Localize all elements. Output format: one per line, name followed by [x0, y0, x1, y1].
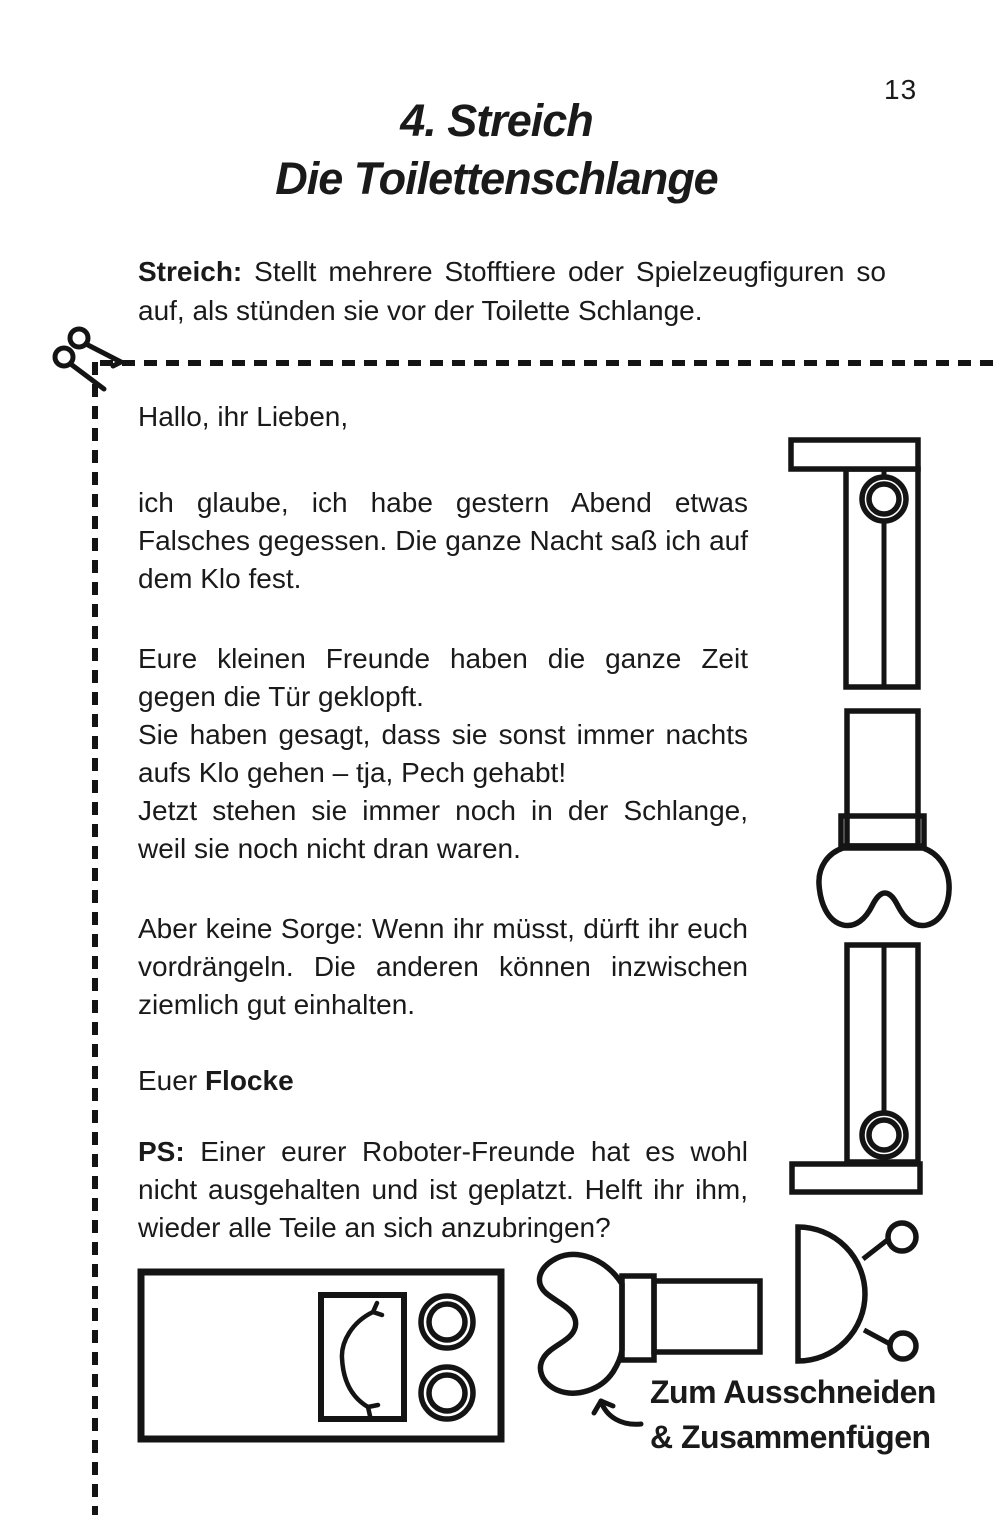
- letter-line: ziemlich gut einhalten.: [138, 989, 416, 1020]
- letter-line: Jetzt stehen sie immer noch in der Schlange,: [138, 795, 748, 826]
- letter-line: PS: Einer eurer Roboter-Freunde hat es wohl: [138, 1136, 748, 1167]
- prank-instruction-line1: Streich: Stellt mehrere Stofftiere oder Spielzeugfiguren so: [138, 256, 886, 287]
- letter-line: wieder alle Teile an sich anzubringen?: [138, 1212, 611, 1243]
- robot-leg-piece-right: [819, 711, 949, 926]
- letter-line: aufs Klo gehen – tja, Pech gehabt!: [138, 757, 567, 788]
- cutout-caption-line1: Zum Ausschneiden: [650, 1374, 936, 1410]
- letter-line: dem Klo fest.: [138, 563, 302, 594]
- letter-line: Eure kleinen Freunde haben die ganze Zeit: [138, 643, 748, 674]
- letter-line: vordrängeln. Die anderen können inzwischen: [138, 951, 748, 982]
- letter-signoff: Euer Flocke: [138, 1065, 294, 1096]
- cutout-caption-line2: & Zusammenfügen: [650, 1419, 931, 1455]
- page-title-line2: Die Toilettenschlange: [275, 153, 718, 204]
- robot-arm-piece-bottom: [792, 945, 920, 1192]
- letter-line: ich glaube, ich habe gestern Abend etwas: [138, 487, 748, 518]
- robot-arm-piece-top: [791, 440, 918, 687]
- letter-line: nicht ausgehalten und ist geplatzt. Helft ihr ihm,: [138, 1174, 748, 1205]
- page-title-line1: 4. Streich: [400, 95, 593, 146]
- streich-label: Streich:: [138, 256, 243, 287]
- signature-name: Flocke: [204, 1065, 294, 1096]
- scissors-icon: [55, 329, 121, 389]
- letter-line: Sie haben gesagt, dass sie sonst immer nachts: [138, 719, 748, 750]
- arrow-icon: [594, 1401, 641, 1424]
- page-number: 13: [884, 74, 918, 105]
- robot-head-piece: [798, 1223, 916, 1361]
- letter-salutation: Hallo, ihr Lieben,: [138, 401, 349, 432]
- robot-torso-piece: [141, 1272, 501, 1439]
- robot-leg-piece-middle: [539, 1254, 760, 1393]
- prank-instruction-line2: auf, als stünden sie vor der Toilette Schlange.: [138, 295, 703, 326]
- letter-line: Falsches gegessen. Die ganze Nacht saß ich auf: [138, 525, 748, 556]
- letter-line: Aber keine Sorge: Wenn ihr müsst, dürft ihr euch: [138, 913, 748, 944]
- letter-line: weil sie noch nicht dran waren.: [138, 833, 521, 864]
- ps-label: PS:: [138, 1136, 185, 1167]
- letter-line: gegen die Tür geklopft.: [138, 681, 424, 712]
